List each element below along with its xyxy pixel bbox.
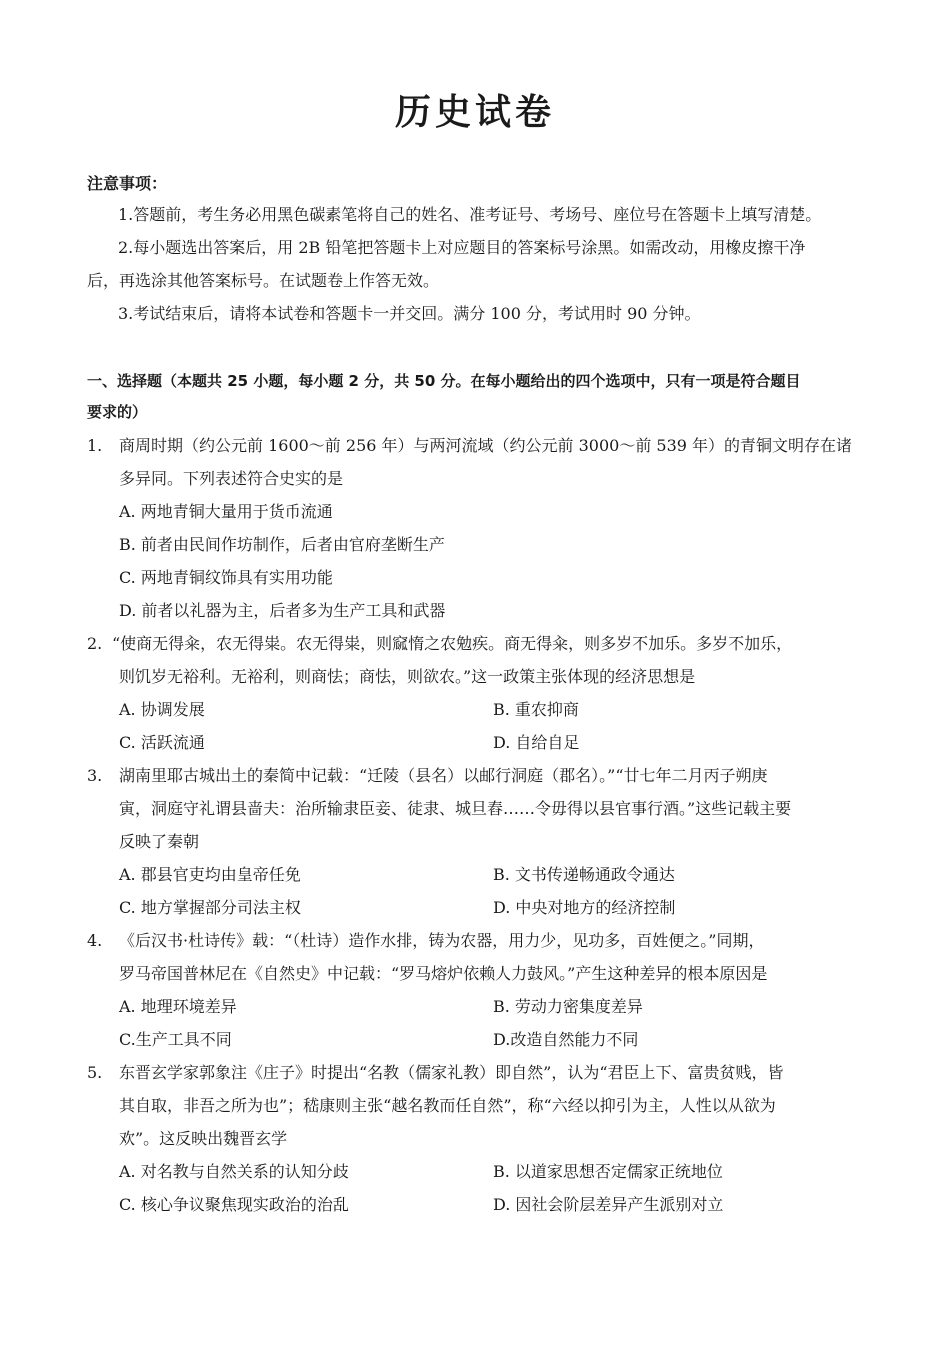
question-number: 3. xyxy=(87,766,103,785)
question-stem: 东晋玄学家郭象注《庄子》时提出“名教（儒家礼教）即自然”，认为“君臣上下、富贵贫贱，皆 xyxy=(119,1063,784,1082)
notice-item: 1.答题前，考生务必用黑色碳素笔将自己的姓名、准考证号、考场号、座位号在答题卡上填写清楚。 xyxy=(118,205,822,224)
notice-item: 3.考试结束后，请将本试卷和答题卡一并交回。满分 100 分，考试用时 90 分钟。 xyxy=(118,304,701,323)
question-stem: 寅，洞庭守礼谓县啬夫：治所输隶臣妾、徒隶、城旦舂……令毋得以县官事行酒。”这些记载主要 xyxy=(119,799,792,818)
notice-item: 2.每小题选出答案后，用 2B 铅笔把答题卡上对应题目的答案标号涂黑。如需改动，用橡皮擦干净 xyxy=(118,238,806,257)
option-d[interactable]: D. 前者以礼器为主，后者多为生产工具和武器 xyxy=(119,601,446,620)
question-number: 1. xyxy=(87,436,103,455)
notice-heading: 注意事项： xyxy=(87,174,168,193)
question-number: 2. xyxy=(87,634,103,653)
question-stem: 则饥岁无裕利。无裕利，则商怯；商怯，则欲农。”这一政策主张体现的经济思想是 xyxy=(119,667,696,686)
option-b[interactable]: B. 以道家思想否定儒家正统地位 xyxy=(493,1162,723,1181)
question-stem: 商周时期（约公元前 1600～前 256 年）与两河流域（约公元前 3000～前 539 年）的青铜文明存在诸 xyxy=(119,436,853,455)
question-stem: 欢”。这反映出魏晋玄学 xyxy=(119,1129,288,1148)
option-b[interactable]: B. 文书传递畅通政令通达 xyxy=(493,865,675,884)
option-d[interactable]: D. 因社会阶层差异产生派别对立 xyxy=(493,1195,724,1214)
option-c[interactable]: C. 地方掌握部分司法主权 xyxy=(119,898,301,917)
question-stem: 湖南里耶古城出土的秦简中记载：“迁陵（县名）以邮行洞庭（郡名）。”“廿七年二月丙子朔庚 xyxy=(119,766,768,785)
notice-item: 后，再选涂其他答案标号。在试题卷上作答无效。 xyxy=(87,271,440,290)
question-number: 5. xyxy=(87,1063,103,1082)
question-stem: 罗马帝国普林尼在《自然史》中记载：“罗马熔炉依赖人力鼓风。”产生这种差异的根本原因是 xyxy=(119,964,768,983)
option-b[interactable]: B. 重农抑商 xyxy=(493,700,579,719)
option-c[interactable]: C. 活跃流通 xyxy=(119,733,205,752)
option-d[interactable]: D. 中央对地方的经济控制 xyxy=(493,898,676,917)
question-number: 4. xyxy=(87,931,103,950)
question-stem: 多异同。下列表述符合史实的是 xyxy=(119,469,344,488)
option-a[interactable]: A. 对名教与自然关系的认知分歧 xyxy=(119,1162,349,1181)
option-c[interactable]: C. 核心争议聚焦现实政治的治乱 xyxy=(119,1195,349,1214)
question-stem: 《后汉书·杜诗传》载：“（杜诗）造作水排，铸为农器，用力少，见功多，百姓便之。”同期， xyxy=(119,931,765,950)
question-stem: 反映了秦朝 xyxy=(119,832,200,851)
option-a[interactable]: A. 协调发展 xyxy=(119,700,205,719)
question-stem: 其自取，非吾之所为也”；嵇康则主张“越名教而任自然”，称“六经以抑引为主，人性以从欲为 xyxy=(119,1096,776,1115)
option-a[interactable]: A. 两地青铜大量用于货币流通 xyxy=(119,502,333,521)
option-a[interactable]: A. 地理环境差异 xyxy=(119,997,237,1016)
option-d[interactable]: D.改造自然能力不同 xyxy=(493,1030,639,1049)
option-b[interactable]: B. 劳动力密集度差异 xyxy=(493,997,643,1016)
option-c[interactable]: C.生产工具不同 xyxy=(119,1030,232,1049)
option-a[interactable]: A. 郡县官吏均由皇帝任免 xyxy=(119,865,301,884)
section-heading: 一、选择题（本题共 25 小题，每小题 2 分，共 50 分。在每小题给出的四个选项中，只有一项是符合题目 xyxy=(87,372,801,390)
option-d[interactable]: D. 自给自足 xyxy=(493,733,580,752)
page-title: 历史试卷 xyxy=(394,92,555,133)
question-stem: “使商无得籴，农无得粜。农无得粜，则窳惰之农勉疾。商无得籴，则多岁不加乐。多岁不加乐， xyxy=(112,634,793,653)
option-b[interactable]: B. 前者由民间作坊制作，后者由官府垄断生产 xyxy=(119,535,445,554)
section-heading-cont: 要求的） xyxy=(87,403,148,421)
option-c[interactable]: C. 两地青铜纹饰具有实用功能 xyxy=(119,568,333,587)
